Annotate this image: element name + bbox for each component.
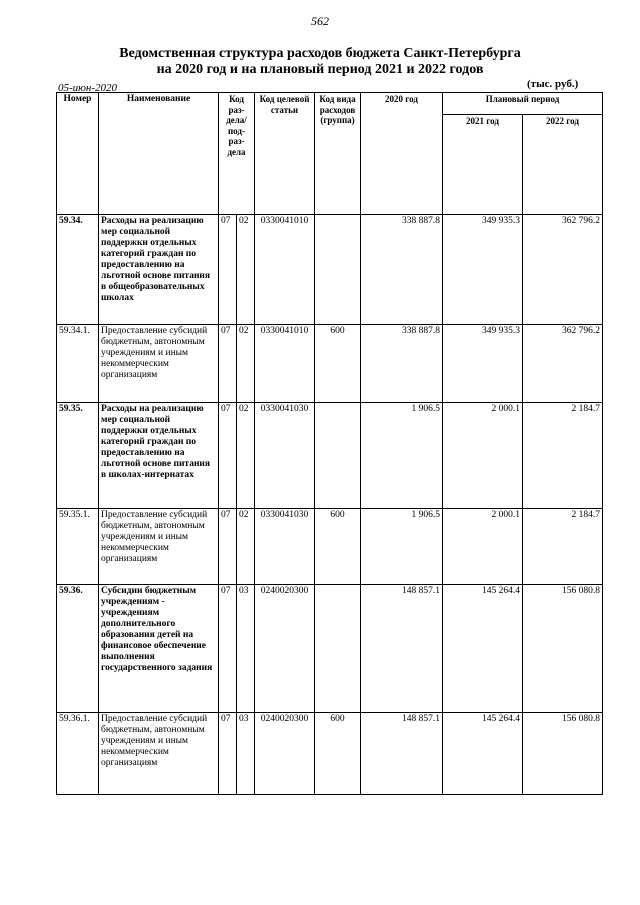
row-section: 07 [219, 713, 237, 795]
row-expense-type: 600 [315, 325, 361, 403]
row-value-2021: 145 264.4 [443, 713, 523, 795]
title-line-1: Ведомственная структура расходов бюджета Санкт-Петербурга [119, 46, 521, 61]
title-line-2: на 2020 год и на плановый период 2021 и 2022 годов [156, 62, 484, 77]
row-value-2022: 156 080.8 [523, 585, 603, 713]
row-target-code: 0330041030 [255, 403, 315, 509]
row-value-2022: 2 184.7 [523, 509, 603, 585]
header-section-code: Код раз-дела/ под-раз-дела [219, 93, 255, 215]
row-target-code: 0330041030 [255, 509, 315, 585]
table-row [57, 215, 603, 325]
document-title [0, 46, 640, 78]
row-number: 59.35.1. [57, 509, 99, 585]
row-value-2020: 148 857.1 [361, 585, 443, 713]
row-name: Предоставление субсидий бюджетным, автономным учреждениям и иным некоммерческим организациям [99, 713, 219, 795]
row-number: 59.36.1. [57, 713, 99, 795]
row-section: 07 [219, 403, 237, 509]
table-row [57, 585, 603, 713]
row-subsection: 02 [237, 325, 255, 403]
row-expense-type: 600 [315, 713, 361, 795]
table-row [57, 713, 603, 795]
row-value-2020: 1 906.5 [361, 403, 443, 509]
row-section: 07 [219, 325, 237, 403]
page-number: 562 [311, 14, 329, 28]
row-target-code: 0240020300 [255, 585, 315, 713]
row-number: 59.36. [57, 585, 99, 713]
table-row [57, 403, 603, 509]
row-value-2020: 338 887.8 [361, 215, 443, 325]
row-section: 07 [219, 215, 237, 325]
row-number: 59.35. [57, 403, 99, 509]
row-subsection: 02 [237, 215, 255, 325]
row-target-code: 0240020300 [255, 713, 315, 795]
row-expense-type [315, 403, 361, 509]
row-value-2022: 362 796.2 [523, 215, 603, 325]
row-name: Предоставление субсидий бюджетным, автономным учреждениям и иным некоммерческим организациям [99, 509, 219, 585]
header-year-2022: 2022 год [523, 115, 603, 215]
row-name: Субсидии бюджетным учреждениям - учреждениям дополнительного образования детей на финансовое обеспечение выполнения государственного задания [99, 585, 219, 713]
row-subsection: 03 [237, 585, 255, 713]
row-value-2021: 2 000.1 [443, 509, 523, 585]
row-number: 59.34. [57, 215, 99, 325]
header-planning-period: Плановый период [443, 93, 603, 115]
row-value-2021: 145 264.4 [443, 585, 523, 713]
row-expense-type [315, 585, 361, 713]
header-year-2021: 2021 год [443, 115, 523, 215]
row-value-2021: 349 935.3 [443, 325, 523, 403]
row-value-2021: 2 000.1 [443, 403, 523, 509]
row-section: 07 [219, 509, 237, 585]
row-target-code: 0330041010 [255, 325, 315, 403]
row-value-2020: 148 857.1 [361, 713, 443, 795]
header-name: Наименование [99, 93, 219, 215]
units-label: (тыс. руб.) [527, 78, 579, 90]
row-name: Расходы на реализацию мер социальной поддержки отдельных категорий граждан по предоставлению на льготной основе питания в школах-интернатах [99, 403, 219, 509]
row-value-2020: 338 887.8 [361, 325, 443, 403]
table-row [57, 509, 603, 585]
row-name: Расходы на реализацию мер социальной поддержки отдельных категорий граждан по предоставлению на льготной основе питания в общеобразовательных школах [99, 215, 219, 325]
table-row [57, 325, 603, 403]
row-value-2022: 362 796.2 [523, 325, 603, 403]
header-target-code: Код целевой статьи [255, 93, 315, 215]
row-target-code: 0330041010 [255, 215, 315, 325]
header-expense-type-code: Код вида расходов (группа) [315, 93, 361, 215]
row-value-2021: 349 935.3 [443, 215, 523, 325]
row-section: 07 [219, 585, 237, 713]
row-value-2022: 2 184.7 [523, 403, 603, 509]
row-value-2020: 1 906.5 [361, 509, 443, 585]
row-expense-type [315, 215, 361, 325]
row-subsection: 02 [237, 509, 255, 585]
row-name: Предоставление субсидий бюджетным, автономным учреждениям и иным некоммерческим организациям [99, 325, 219, 403]
row-subsection: 02 [237, 403, 255, 509]
row-expense-type: 600 [315, 509, 361, 585]
budget-table [56, 92, 603, 795]
document-date: 05-июн-2020 [58, 82, 118, 94]
header-year-2020: 2020 год [361, 93, 443, 215]
row-subsection: 03 [237, 713, 255, 795]
row-number: 59.34.1. [57, 325, 99, 403]
header-number: Номер [57, 93, 99, 215]
row-value-2022: 156 080.8 [523, 713, 603, 795]
